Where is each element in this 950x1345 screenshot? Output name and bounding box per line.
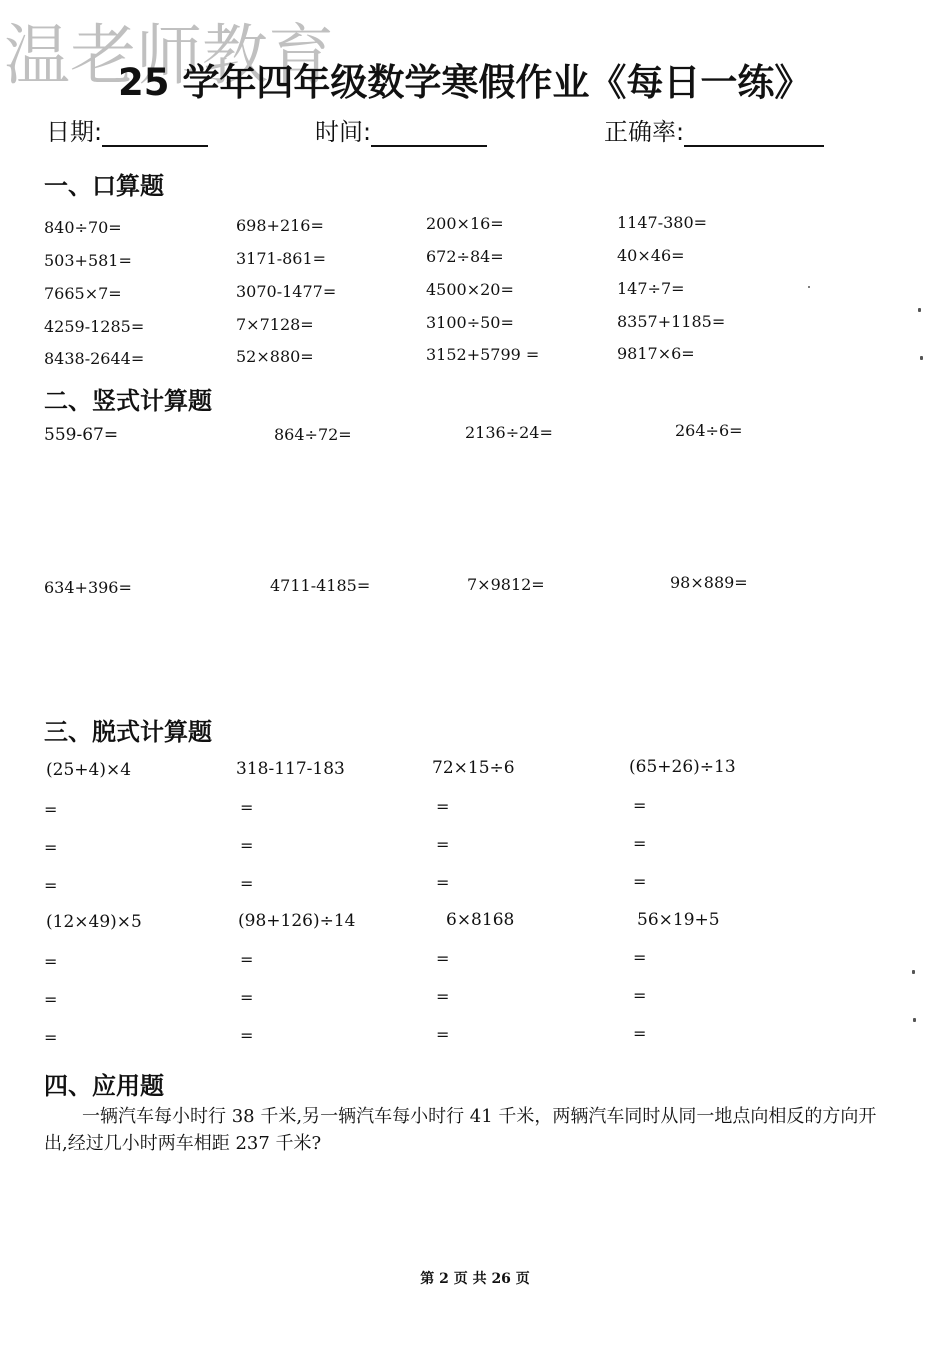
scan-speck [808,286,810,288]
date-label: 日期: [46,118,103,146]
equals-line: = [436,949,450,968]
equals-line: = [633,948,647,967]
accuracy-blank[interactable] [684,123,824,147]
equals-line: = [240,798,254,817]
time-blank[interactable] [371,123,487,147]
oral-problem: 52×880= [236,347,314,366]
oral-problem: 840÷70= [44,218,122,237]
equals-line: = [633,1024,647,1043]
stepwise-problem: (65+26)÷13 [629,757,736,777]
stepwise-problem: 72×15÷6 [432,758,515,778]
date-blank[interactable] [102,123,208,147]
oral-problem: 8438-2644= [44,349,145,368]
oral-problem: 4259-1285= [44,317,145,336]
equals-line: = [240,988,254,1007]
page-title: 25 学年四年级数学寒假作业《每日一练》 [118,61,812,104]
accuracy-label: 正确率: [604,118,685,146]
oral-problem: 3070-1477= [236,282,337,301]
equals-line: = [240,874,254,893]
equals-line: = [44,1028,58,1047]
equals-line: = [44,838,58,857]
equals-line: = [633,872,647,891]
accuracy-field [604,112,824,147]
equals-line: = [633,834,647,853]
time-label: 时间: [315,118,372,146]
equals-line: = [633,986,647,1005]
stepwise-problem: (12×49)×5 [46,912,142,932]
oral-problem: 147÷7= [617,279,685,298]
oral-problem: 200×16= [426,214,504,233]
word-problem-text: 一辆汽车每小时行 38 千米,另一辆汽车每小时行 41 千米，两辆汽车同时从同一地点向相反的方向开出,经过几小时两车相距 237 千米? [44,1106,877,1154]
page-number: 第 2 页 共 26 页 [420,1271,530,1287]
equals-line: = [436,873,450,892]
scan-speck [913,1018,916,1022]
scan-speck [920,356,923,360]
time-field [315,112,487,147]
vertical-problem: 864÷72= [274,425,352,444]
oral-problem: 4500×20= [426,280,514,299]
oral-problem: 698+216= [236,216,324,235]
equals-line: = [240,950,254,969]
oral-problem: 7665×7= [44,284,122,303]
vertical-problem: 4711-4185= [270,576,371,595]
oral-problem: 503+581= [44,251,132,270]
equals-line: = [240,836,254,855]
equals-line: = [436,1025,450,1044]
section-word-heading: 四、应用题 [44,1072,164,1100]
section-oral-heading: 一、口算题 [44,172,164,200]
scan-speck [912,970,915,974]
section-vertical-heading: 二、竖式计算题 [44,387,212,415]
vertical-problem: 634+396= [44,578,132,597]
oral-problem: 3171-861= [236,249,327,268]
vertical-problem: 7×9812= [467,575,545,594]
oral-problem: 8357+1185= [617,312,726,331]
vertical-problem: 559-67= [44,425,119,445]
oral-problem: 672÷84= [426,247,504,266]
stepwise-problem: 6×8168 [446,910,515,930]
section-stepwise-heading: 三、脱式计算题 [44,718,212,746]
equals-line: = [436,797,450,816]
stepwise-problem: 56×19+5 [637,910,720,930]
equals-line: = [436,835,450,854]
equals-line: = [240,1026,254,1045]
vertical-problem: 264÷6= [675,421,743,440]
oral-problem: 3152+5799 = [426,345,540,364]
equals-line: = [44,990,58,1009]
oral-problem: 1147-380= [617,213,708,232]
equals-line: = [44,800,58,819]
oral-problem: 3100÷50= [426,313,514,332]
equals-line: = [633,796,647,815]
oral-problem: 9817×6= [617,344,695,363]
equals-line: = [44,952,58,971]
stepwise-problem: (25+4)×4 [46,760,132,780]
scan-speck [918,308,921,312]
date-field [46,112,208,147]
oral-problem: 7×7128= [236,315,314,334]
stepwise-problem: (98+126)÷14 [238,911,356,931]
equals-line: = [44,876,58,895]
equals-line: = [436,987,450,1006]
vertical-problem: 2136÷24= [465,423,553,442]
vertical-problem: 98×889= [670,573,748,592]
watermark-text: 温老师教育 [4,17,334,94]
oral-problem: 40×46= [617,246,685,265]
stepwise-problem: 318-117-183 [236,759,345,779]
